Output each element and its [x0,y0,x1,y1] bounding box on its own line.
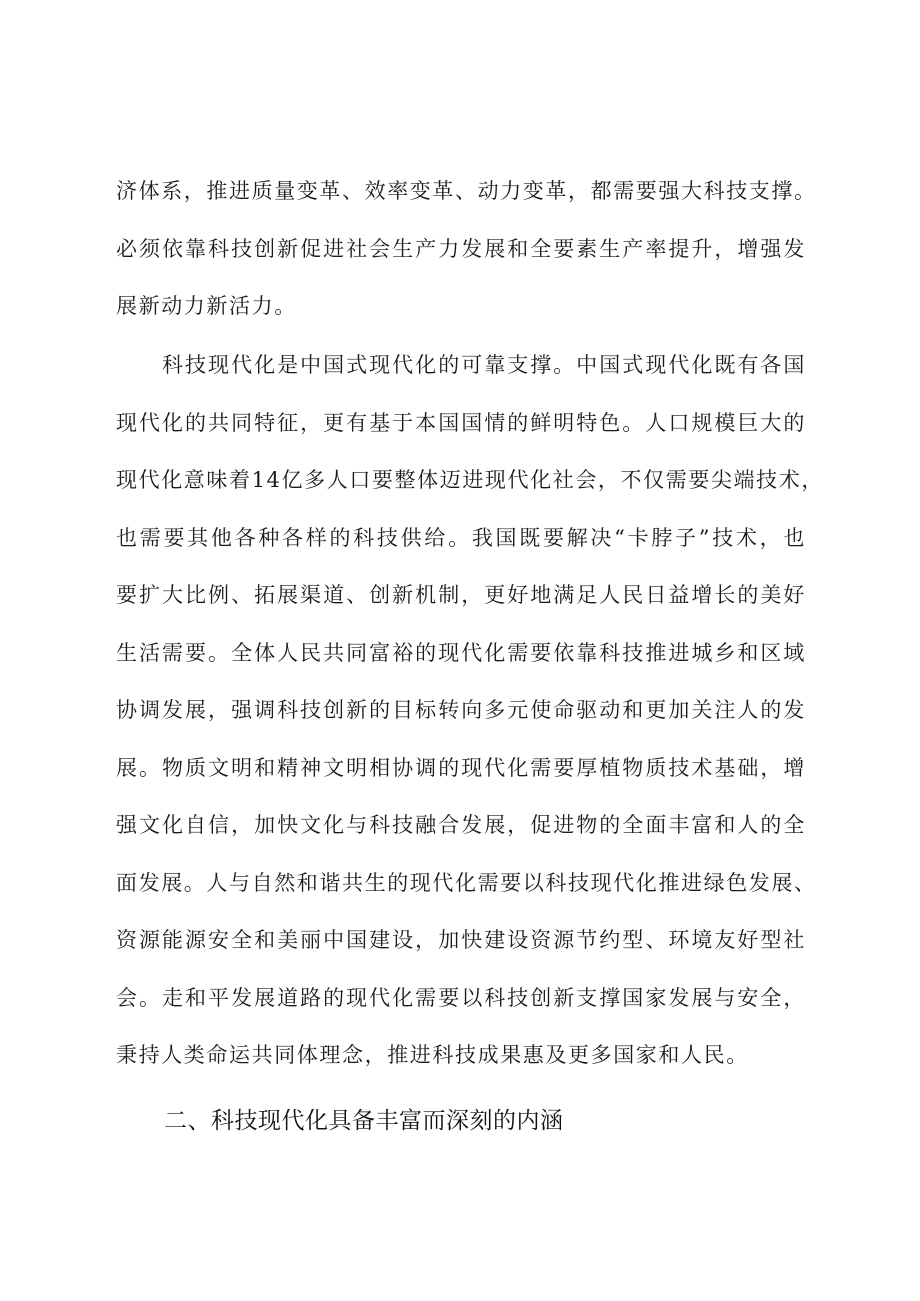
paragraph-line: 也需要其他各种各样的科技供给。我国既要解决“卡脖子”技术，也 [116,525,806,550]
paragraph-line: 科技现代化是中国式现代化的可靠支撑。中国式现代化既有各国 [116,353,806,377]
paragraph-line: 济体系，推进质量变革、效率变革、动力变革，都需要强大科技支撑。 [116,179,817,203]
paragraph-line: 现代化的共同特征，更有基于本国国情的鲜明特色。人口规模巨大的 [116,410,806,435]
paragraph-line: 生活需要。全体人民共同富裕的现代化需要依靠科技推进城乡和区域 [116,640,806,665]
paragraph-line: 秉持人类命运共同体理念，推进科技成果惠及更多国家和人民。 [116,1043,749,1067]
paragraph-continued [116,163,817,336]
section-heading: 二、科技现代化具备丰富而深刻的内涵 [164,1108,564,1134]
paragraph-line: 协调发展，强调科技创新的目标转向多元使命驱动和更加关注人的发 [116,698,806,722]
paragraph-line: 展。物质文明和精神文明相协调的现代化需要厚植物质技术基础，增 [116,755,806,780]
paragraph-line: 会。走和平发展道路的现代化需要以科技创新支撑国家发展与安全， [116,985,806,1010]
paragraph-line: 展新动力新活力。 [116,294,297,318]
paragraph-main [116,337,824,1085]
paragraph-line: 要扩大比例、拓展渠道、创新机制，更好地满足人民日益增长的美好 [116,583,806,607]
paragraph-line: 资源能源安全和美丽中国建设，加快建设资源节约型、环境友好型社 [116,928,806,952]
paragraph-line: 必须依靠科技创新促进社会生产力发展和全要素生产率提升，增强发 [116,236,806,261]
paragraph-line: 面发展。人与自然和谐共生的现代化需要以科技现代化推进绿色发展、 [116,870,817,895]
paragraph-line: 强文化自信，加快文化与科技融合发展，促进物的全面丰富和人的全 [116,813,806,837]
paragraph-line: 现代化意味着14亿多人口要整体迈进现代化社会，不仅需要尖端技术， [116,468,824,492]
